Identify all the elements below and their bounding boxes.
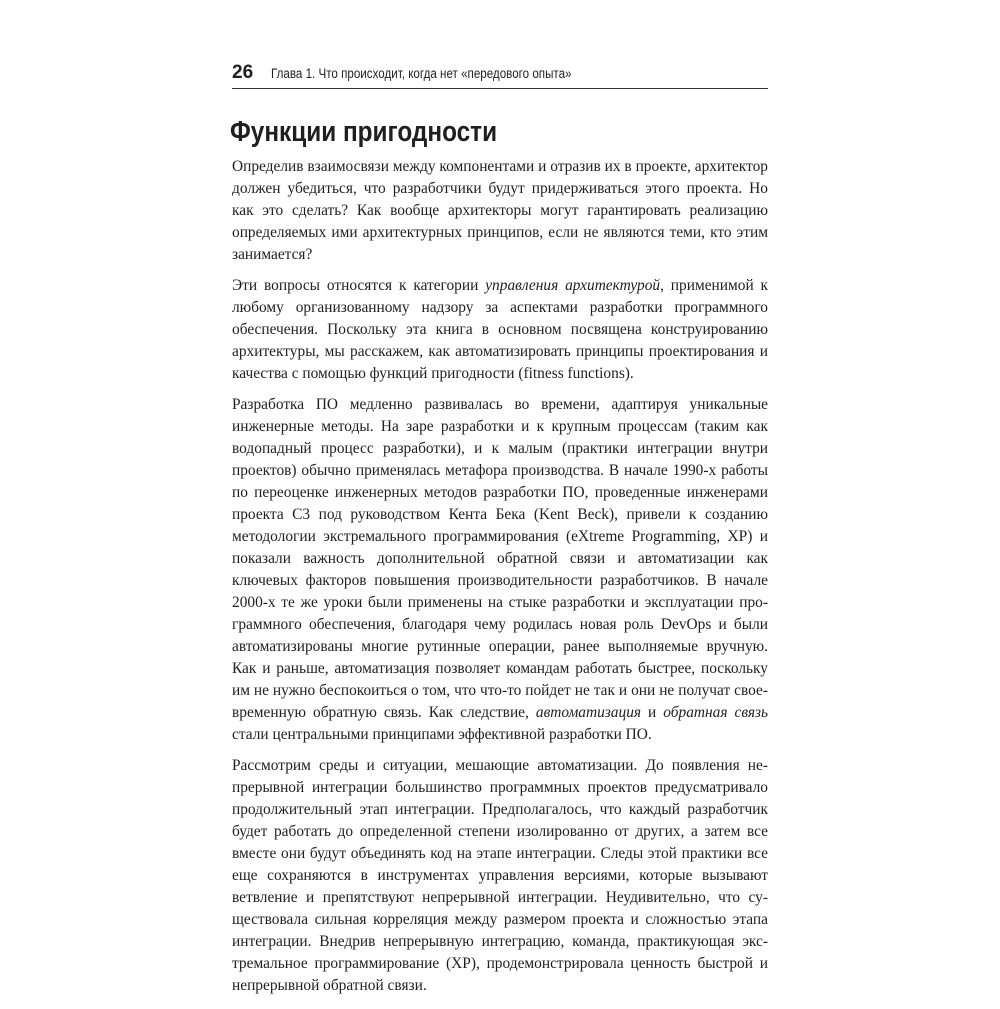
- paragraph-3-text-after: стали центральными принципами эффективной разработки ПО.: [232, 726, 652, 743]
- body-text: [232, 156, 768, 1009]
- paragraph-1: Определив взаимосвязи между компонентами и отразив их в проекте, архитектор должен убедиться, что разработчики будут придерживаться этого проекта. Но как это сделать? Как вообще архитекторы могут гарантировать реализацию определяемых ими архитектурных принципов, если не являются теми, кто этим занимается?: [232, 158, 768, 263]
- paragraph-3-emphasis-automation: автоматизация: [535, 704, 642, 721]
- page-number: 26: [232, 62, 254, 83]
- paragraph-2-text-after: , применимой к любому организованному надзору за аспектами разработки программного обеспечения. Поскольку эта книга в основном посвящена конструированию архитектуры, мы расскажем, как автоматизировать принципы проектирования и качества с помощью функций пригодности (fitness functions).: [232, 277, 769, 382]
- paragraph-2-emphasis: управления архитектурой: [485, 277, 661, 294]
- paragraph-3-emphasis-feedback: обратная связь: [663, 704, 768, 721]
- paragraph-2-text-before: Эти вопросы относятся к категории: [232, 277, 486, 294]
- running-title: Глава 1. Что происходит, когда нет «передового опыта»: [271, 66, 572, 81]
- page-header: [232, 62, 768, 89]
- paragraph-3-text-before: Разработка ПО медленно развивалась во времени, адаптируя уникальные инженерные методы. На заре разработки и к крупным процессам (таким как водопадный процесс разработки), и к малым (практики интеграции внутри проектов) обычно применялась метафора производства. В начале 1990-х работы по переоценке инженерных методов разработки ПО, проведенные инженерами проекта C3 под руководством Кента Бека (Kent Beck), привели к созданию методологии экстремального программирования (eXtreme Programming, XP) и показали важность дополнительной обратной связи и автоматизации как ключевых факторов повышения производительности разработчиков. В начале 2000-х те же уроки были применены на стыке разработки и эксплуатации программного обеспечения, благодаря чему родилась новая роль DevOps и были автоматизированы многие рутинные операции, ранее выполняемые вручную. Как и раньше, автоматизация позволяет командам работать быстрее, поскольку им не нужно беспокоиться о том, что что-то пойдет не так и они не получат своевременную обратную связь. Как следствие,: [232, 396, 768, 721]
- paragraph-4: Рассмотрим среды и ситуации, мешающие автоматизации. До появления непрерывной интеграции большинство программных проектов предусматривало продолжительный этап интеграции. Предполагалось, что каждый разработчик будет работать до определенной степени изолированно от других, а затем все вместе они будут объединять код на этапе интеграции. Следы этой практики все еще сохраняются в инструментах управления версиями, которые вызывают ветвление и препятствуют непрерывной интеграции. Неудивительно, что существовала сильная корреляция между размером проекта и сложностью этапа интеграции. Внедрив непрерывную интеграцию, команда, практикующая экстремальное программирование (XP), продемонстрировала ценность быстрой и непрерывной обратной связи.: [232, 757, 768, 994]
- paragraph-3-text-mid: и: [641, 704, 664, 721]
- paragraph-3: [232, 394, 768, 746]
- paragraph-2: [232, 275, 768, 385]
- section-title: Функции пригодности: [230, 116, 498, 148]
